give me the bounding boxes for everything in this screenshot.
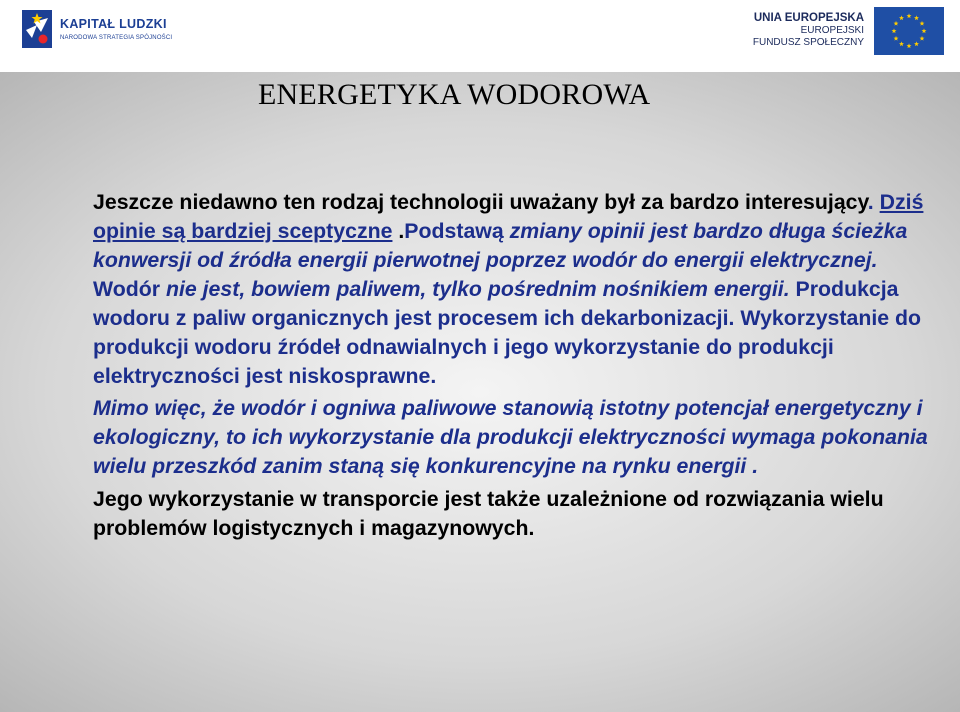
eu-logo-line2: EUROPEJSKI <box>800 25 864 36</box>
p1-sentence-1-end: . <box>867 190 880 214</box>
eu-logo-line1: UNIA EUROPEJSKA <box>753 12 864 24</box>
eu-logo-line3: FUNDUSZ SPOŁECZNY <box>752 37 864 48</box>
kapital-ludzki-subtitle: NARODOWA STRATEGIA SPÓJNOŚCI <box>60 35 173 41</box>
kapital-ludzki-logo <box>22 10 172 52</box>
p1-sentence-2: Dziś opinie są bardziej sceptyczne <box>93 190 924 243</box>
slide-body <box>93 188 943 543</box>
slide-title: ENERGETYKA WODOROWA <box>258 78 651 111</box>
eu-logo-text <box>753 11 864 49</box>
p1-sentence-3-italic: zmiany opinii jest bardzo długa ścieżka konwersji od źródła energii pierwotnej poprzez wodór do energii elektrycznej. <box>93 219 908 272</box>
eu-flag-icon <box>874 7 944 55</box>
kapital-ludzki-emblem-icon <box>22 10 52 48</box>
paragraph-1 <box>93 188 943 391</box>
p1-sentence-5: Produkcja wodoru z paliw organicznych jest procesem ich dekarbonizacji. Wykorzystanie do produkcji wodoru źródeł odnawialnych i jego wykorzystanie do produkcji elektryczności jest niskosprawne. <box>93 277 922 388</box>
header-bar <box>0 0 960 72</box>
paragraph-2: Mimo więc, że wodór i ogniwa paliwowe stanowią istotny potencjał energetyczny i ekologiczny, to ich wykorzystanie dla produkcji elektryczności wymaga pokonania wielu przeszkód zanim staną się konkurencyjne na rynku energii . <box>93 396 928 478</box>
p1-sentence-2-end: . <box>392 219 405 243</box>
p1-sentence-1: Jeszcze niedawno ten rodzaj technologii uważany był za bardzo interesujący <box>93 190 868 214</box>
paragraph-3: Jego wykorzystanie w transporcie jest także uzależnione od rozwiązania wielu problemów logistycznych i magazynowych. <box>93 487 884 540</box>
p1-sentence-3-bold: Podstawą <box>404 219 510 243</box>
p1-sentence-4-bold: Wodór <box>93 277 161 301</box>
eu-logo <box>754 5 944 55</box>
p1-sentence-4-italic: nie jest, bowiem paliwem, tylko pośrednim nośnikiem energii. <box>160 277 790 301</box>
kapital-ludzki-title: KAPITAŁ LUDZKI <box>60 17 167 31</box>
